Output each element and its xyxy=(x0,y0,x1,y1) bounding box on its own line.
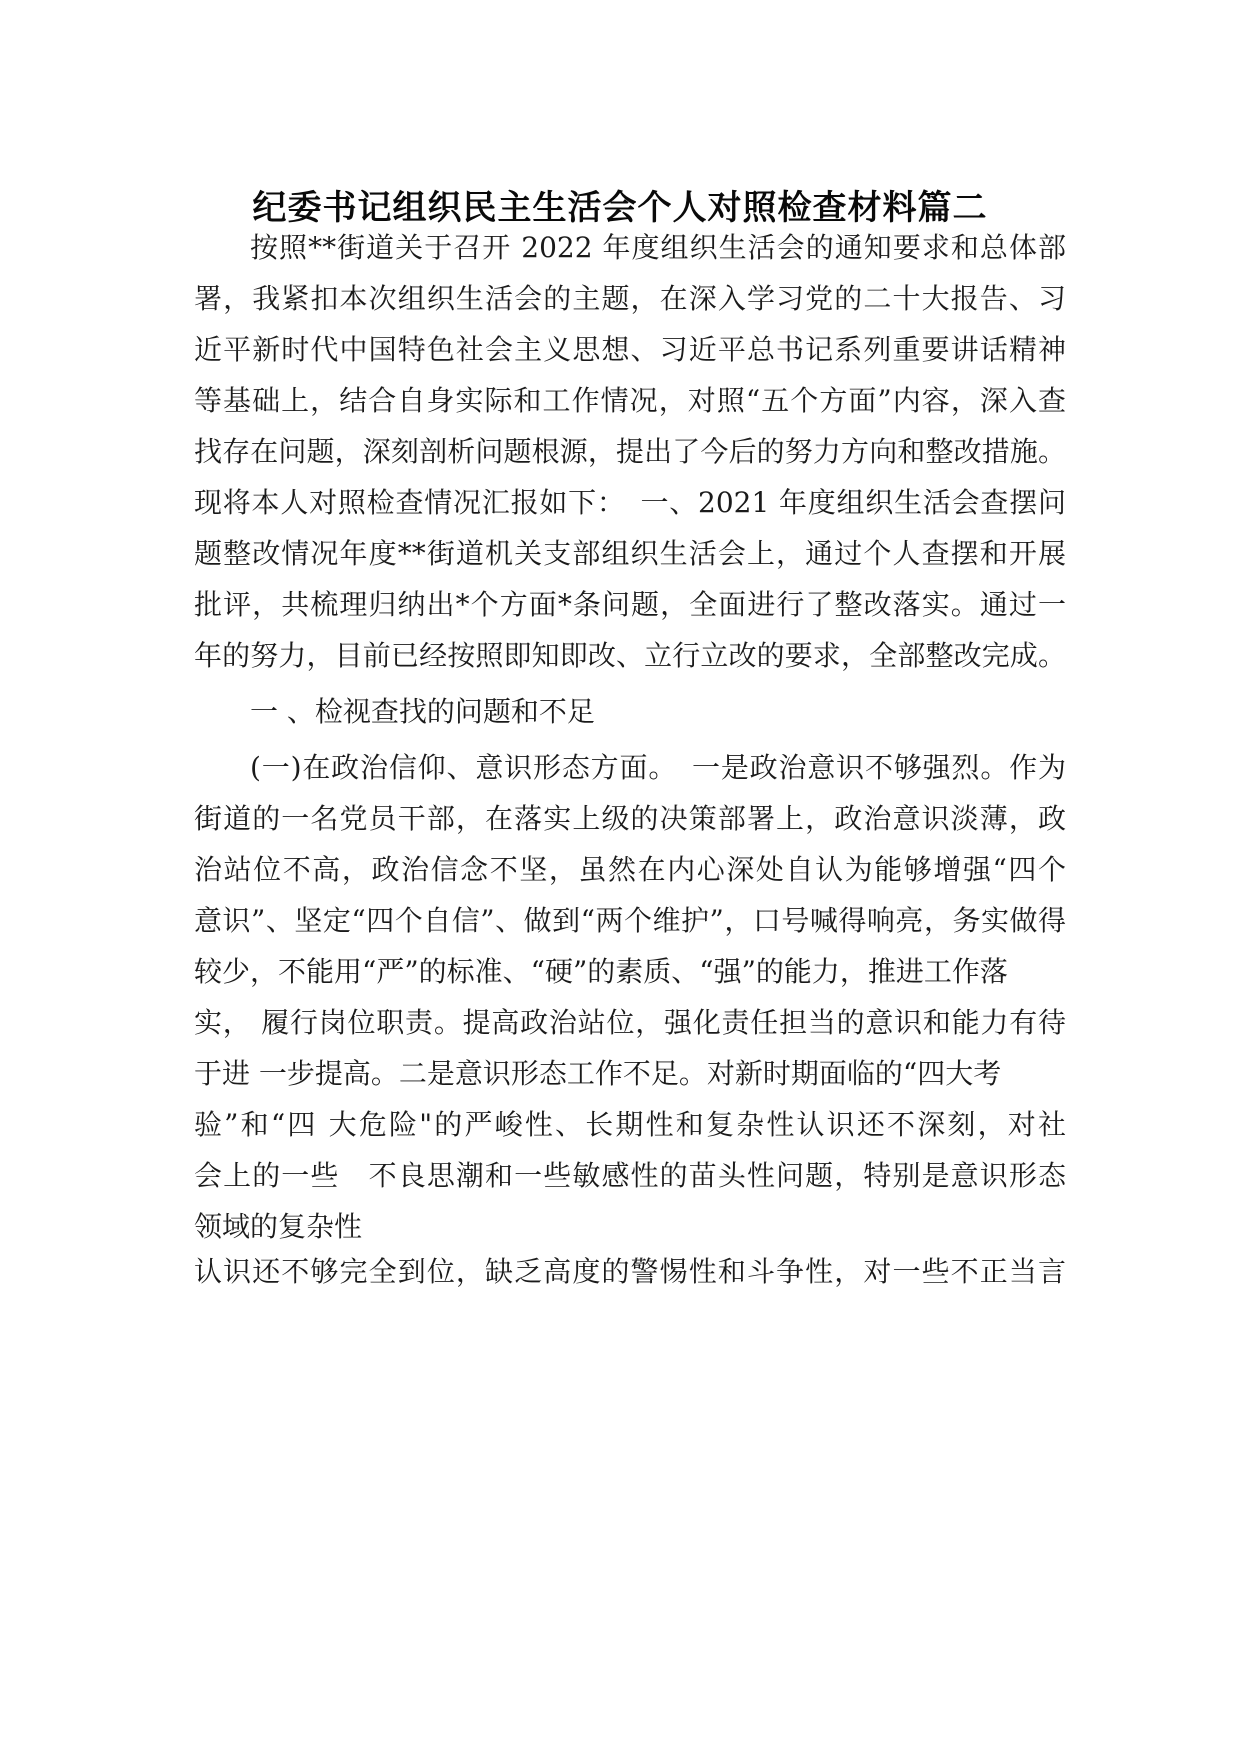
paragraph-line: 按照**街道关于召开 2022 年度组织生活会的通知要求和总体部 xyxy=(250,231,1066,264)
paragraph-line: 批评，共梳理归纳出*个方面*条问题，全面进行了整改落实。通过一 xyxy=(194,588,1066,621)
paragraph-line: 于进 一步提高。二是意识形态工作不足。对新时期面临的“四大考 xyxy=(194,1057,1002,1090)
paragraph-line: 认识还不够完全到位，缺乏高度的警惕性和斗争性，对一些不正当言 xyxy=(194,1255,1066,1288)
paragraph-line: 现将本人对照检查情况汇报如下： 一、2021 年度组织生活会查摆问 xyxy=(194,486,1066,519)
paragraph-line: 题整改情况年度**街道机关支部组织生活会上，通过个人查摆和开展 xyxy=(194,537,1066,570)
section-heading: 一 、检视查找的问题和不足 xyxy=(250,695,595,728)
paragraph-line: 等基础上，结合自身实际和工作情况，对照“五个方面”内容，深入查 xyxy=(194,384,1066,417)
paragraph-line: (一)在政治信仰、意识形态方面。 一是政治意识不够强烈。作为 xyxy=(250,751,1066,784)
paragraph-line: 街道的一名党员干部，在落实上级的决策部署上，政治意识淡薄，政 xyxy=(194,802,1066,835)
paragraph-line: 署，我紧扣本次组织生活会的主题，在深入学习党的二十大报告、习 xyxy=(194,282,1066,315)
paragraph-line: 较少，不能用“严”的标准、“硬”的素质、“强”的能力，推进工作落 xyxy=(194,955,1008,988)
paragraph-line: 实， 履行岗位职责。提高政治站位，强化责任担当的意识和能力有待 xyxy=(194,1006,1066,1039)
document-title: 纪委书记组织民主生活会个人对照检查材料篇二 xyxy=(252,188,988,228)
paragraph-line: 会上的一些 不良思潮和一些敏感性的苗头性问题，特别是意识形态 xyxy=(194,1159,1066,1192)
paragraph-line: 验”和“四 大危险"的严峻性、长期性和复杂性认识还不深刻，对社 xyxy=(194,1108,1066,1141)
paragraph-line: 找存在问题，深刻剖析问题根源，提出了今后的努力方向和整改措施。 xyxy=(194,435,1066,468)
paragraph-line: 意识”、坚定“四个自信”、做到“两个维护”，口号喊得响亮，务实做得 xyxy=(194,904,1066,937)
paragraph-line: 近平新时代中国特色社会主义思想、习近平总书记系列重要讲话精神 xyxy=(194,333,1066,366)
paragraph-line: 年的努力，目前已经按照即知即改、立行立改的要求，全部整改完成。 xyxy=(194,639,1066,672)
paragraph-line: 治站位不高，政治信念不坚，虽然在内心深处自认为能够增强“四个 xyxy=(194,853,1066,886)
paragraph-line: 领域的复杂性 xyxy=(194,1210,363,1243)
